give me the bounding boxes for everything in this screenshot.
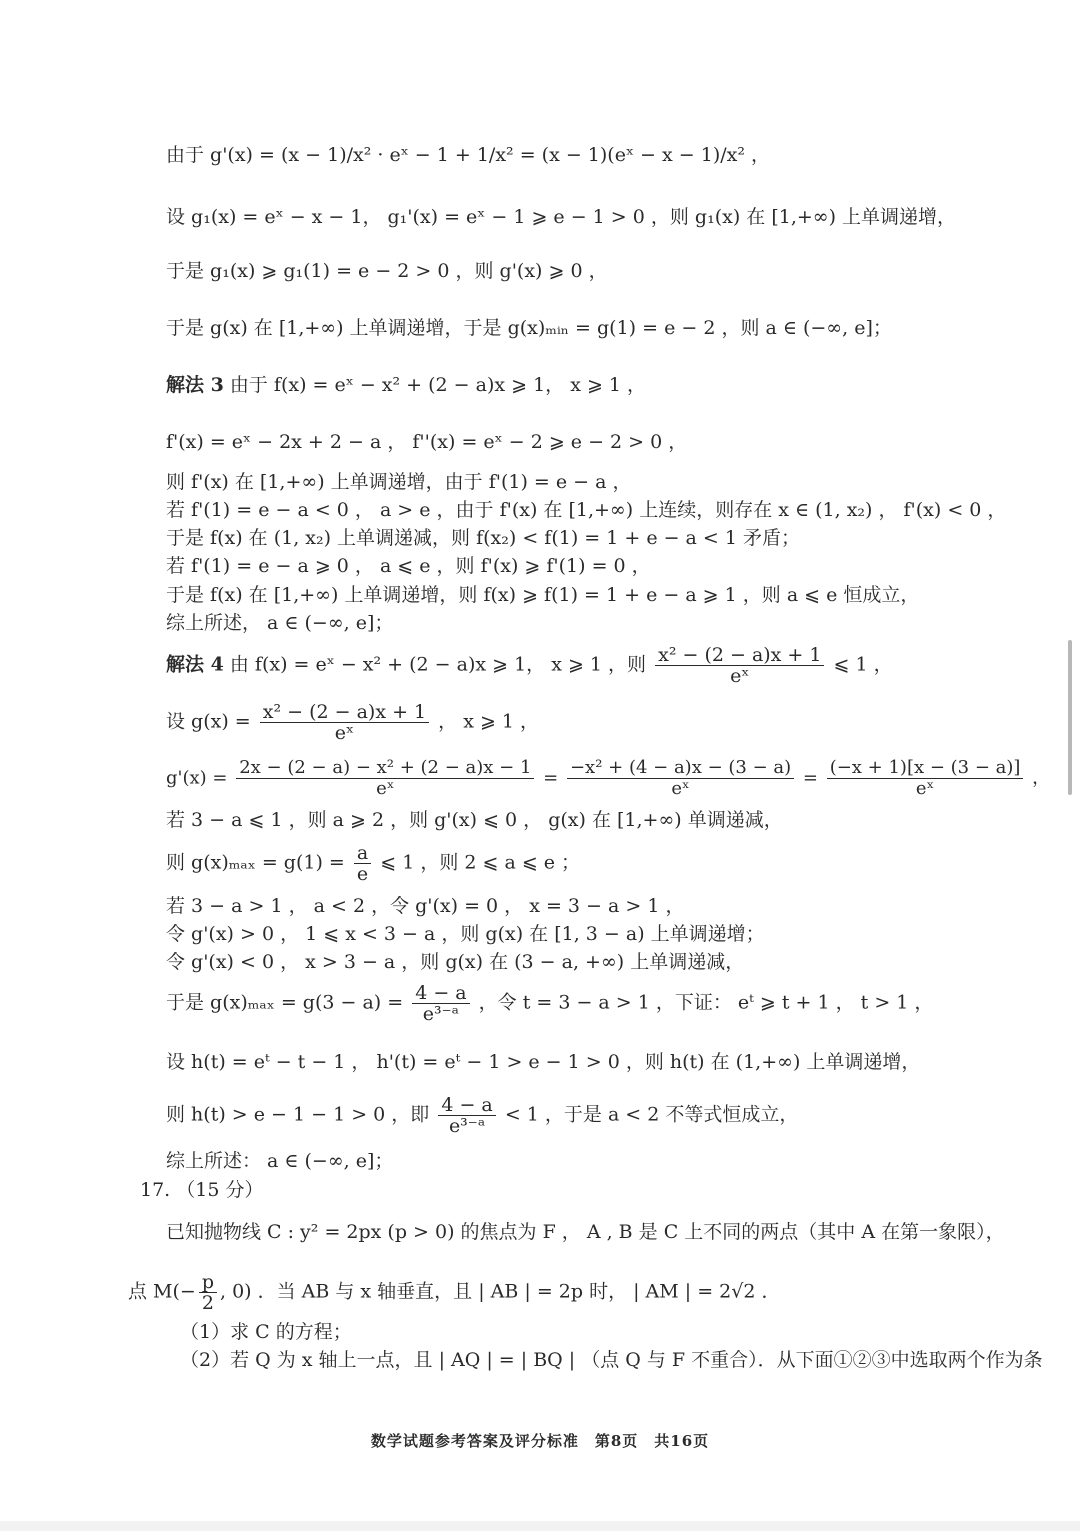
- line-10: 若 f'(1) = e − a ⩾ 0 ， a ⩽ e ，则 f'(x) ⩾ f'(1) = 0 ，: [166, 555, 651, 577]
- line-9: 于是 f(x) 在 (1, x₂) 上单调递减，则 f(x₂) < f(1) = 1 + e − a < 1 矛盾；: [166, 527, 801, 549]
- problem-17-statement: 已知抛物线 C : y² = 2px (p > 0) 的焦点为 F ， A , B 是 C 上不同的两点（其中 A 在第一象限），: [166, 1221, 1005, 1243]
- formula: (x − 1)/x² · eˣ − 1 + 1/x²: [280, 144, 514, 166]
- numerator: 4 − a: [438, 1095, 495, 1116]
- line-12: 综上所述， a ∈ (−∞, e]；: [166, 612, 394, 634]
- denominator: eˣ: [730, 665, 750, 687]
- line-19: 令 g'(x) > 0 ， 1 ⩽ x < 3 − a ，则 g(x) 在 [1, 3 − a) 上单调递增；: [166, 923, 765, 945]
- fraction: [236, 758, 534, 799]
- fraction: [412, 983, 469, 1024]
- text: ⩽ 1 ，: [833, 653, 893, 676]
- numerator: x² − (2 − a)x + 1: [260, 702, 429, 723]
- text: 设 g(x) =: [166, 710, 251, 733]
- page-footer: 数学试题参考答案及评分标准 第8页 共16页: [370, 1432, 710, 1450]
- fraction: [199, 1272, 217, 1313]
- problem-17-condition: [128, 1272, 781, 1313]
- fraction: [655, 645, 824, 686]
- line-20: 令 g'(x) < 0 ， x > 3 − a ，则 g(x) 在 (3 − a, +∞) 上单调递减，: [166, 951, 745, 973]
- line-4: 于是 g(x) 在 [1,+∞) 上单调递增，于是 g(x)ₘᵢₙ = g(1) = e − 2 ，则 a ∈ (−∞, e]；: [166, 317, 892, 339]
- text: , 0) ．当 AB 与 x 轴垂直，且 | AB | = 2p 时， | AM | = 2√2 ．: [220, 1280, 781, 1303]
- method-label: 解法 3: [166, 374, 224, 396]
- method-label: 解法 4: [166, 653, 224, 676]
- fraction: [260, 702, 429, 743]
- text: 则 g(x)ₘₐₓ = g(1) =: [166, 851, 345, 874]
- line-7: 则 f'(x) 在 [1,+∞) 上单调递增，由于 f'(1) = e − a ，: [166, 471, 632, 493]
- text: < 1 ，于是 a < 2 不等式恒成立，: [504, 1103, 799, 1126]
- line-8: 若 f'(1) = e − a < 0 ， a > e ，由于 f'(x) 在 [1,+∞) 上连续，则存在 x ∈ (1, x₂) ， f'(x) < 0 ，: [166, 499, 1007, 521]
- text: ，: [1032, 767, 1051, 789]
- line-3: 于是 g₁(x) ⩾ g₁(1) = e − 2 > 0 ，则 g'(x) ⩾ 0 ，: [166, 260, 608, 282]
- line-14: [166, 702, 539, 743]
- text: 由于 g'(x) =: [166, 144, 275, 166]
- denominator: e³⁻ᵃ: [422, 1003, 459, 1025]
- line-15: [166, 758, 1050, 799]
- text: g'(x) =: [166, 767, 228, 789]
- numerator: −x² + (4 − a)x − (3 − a): [567, 758, 794, 779]
- numerator: p: [199, 1272, 217, 1293]
- line-21: [166, 983, 933, 1024]
- line-1: [166, 143, 770, 167]
- question-2: （2）若 Q 为 x 轴上一点，且 | AQ | = | BQ | （点 Q 与 F 不重合）．从下面①②③中选取两个作为条: [180, 1349, 1043, 1371]
- formula: = (x − 1)(eˣ − x − 1)/x² ，: [519, 144, 771, 166]
- numerator: x² − (2 − a)x + 1: [655, 645, 824, 666]
- line-24: 综上所述： a ∈ (−∞, e]；: [166, 1150, 394, 1172]
- text: =: [543, 767, 559, 789]
- line-6: f'(x) = eˣ − 2x + 2 − a ， f''(x) = eˣ − 2 ⩾ e − 2 > 0 ，: [166, 431, 688, 453]
- denominator: e³⁻ᵃ: [448, 1115, 486, 1137]
- bottom-edge: [0, 1521, 1080, 1531]
- line-17: [166, 843, 580, 884]
- text: =: [802, 767, 818, 789]
- scrollbar[interactable]: [1068, 640, 1072, 795]
- text: 则 h(t) > e − 1 − 1 > 0 ，即: [166, 1103, 430, 1126]
- text: 由于 f(x) = eˣ − x² + (2 − a)x ⩾ 1， x ⩾ 1 ，: [229, 374, 647, 396]
- text: 于是 g(x)ₘₐₓ = g(3 − a) =: [166, 991, 404, 1014]
- text: 由 f(x) = eˣ − x² + (2 − a)x ⩾ 1， x ⩾ 1 ，则: [229, 653, 647, 676]
- line-16: 若 3 − a ⩽ 1 ，则 a ⩾ 2 ，则 g'(x) ⩽ 0 ， g(x) 在 [1,+∞) 单调递减，: [166, 809, 783, 831]
- denominator: eˣ: [376, 778, 395, 799]
- numerator: 4 − a: [412, 983, 469, 1004]
- fraction: [354, 843, 371, 884]
- denominator: e: [356, 863, 369, 885]
- denominator: eˣ: [671, 778, 690, 799]
- fraction: [438, 1095, 495, 1136]
- fraction: [827, 758, 1024, 799]
- line-11: 于是 f(x) 在 [1,+∞) 上单调递增，则 f(x) ⩾ f(1) = 1 + e − a ⩾ 1 ，则 a ⩽ e 恒成立，: [166, 584, 920, 606]
- text: ， x ⩾ 1 ，: [438, 710, 540, 733]
- question-1: （1）求 C 的方程；: [180, 1321, 352, 1343]
- text: ，令 t = 3 − a > 1 ，下证： eᵗ ⩾ t + 1 ， t > 1 ，: [478, 991, 934, 1014]
- problem-17-heading: 17. （15 分）: [140, 1179, 264, 1201]
- numerator: 2x − (2 − a) − x² + (2 − a)x − 1: [236, 758, 534, 779]
- text: ⩽ 1 ，则 2 ⩽ a ⩽ e ；: [380, 851, 581, 874]
- denominator: 2: [201, 1292, 214, 1314]
- method-4-heading: [166, 645, 893, 686]
- line-2: 设 g₁(x) = eˣ − x − 1， g₁'(x) = eˣ − 1 ⩾ e − 1 > 0 ，则 g₁(x) 在 [1,+∞) 上单调递增，: [166, 206, 957, 228]
- numerator: a: [354, 843, 371, 864]
- denominator: eˣ: [334, 722, 355, 744]
- line-18: 若 3 − a > 1 ， a < 2 ，令 g'(x) = 0 ， x = 3 − a > 1 ，: [166, 895, 685, 917]
- denominator: eˣ: [915, 778, 935, 799]
- line-22: 设 h(t) = eᵗ − t − 1 ， h'(t) = eᵗ − 1 > e − 1 > 0 ，则 h(t) 在 (1,+∞) 上单调递增，: [166, 1051, 921, 1073]
- line-23: [166, 1095, 798, 1136]
- method-3-heading: [166, 373, 646, 397]
- numerator: (−x + 1)[x − (3 − a)]: [827, 758, 1024, 779]
- text: 点 M(−: [128, 1280, 196, 1303]
- fraction: [567, 758, 794, 799]
